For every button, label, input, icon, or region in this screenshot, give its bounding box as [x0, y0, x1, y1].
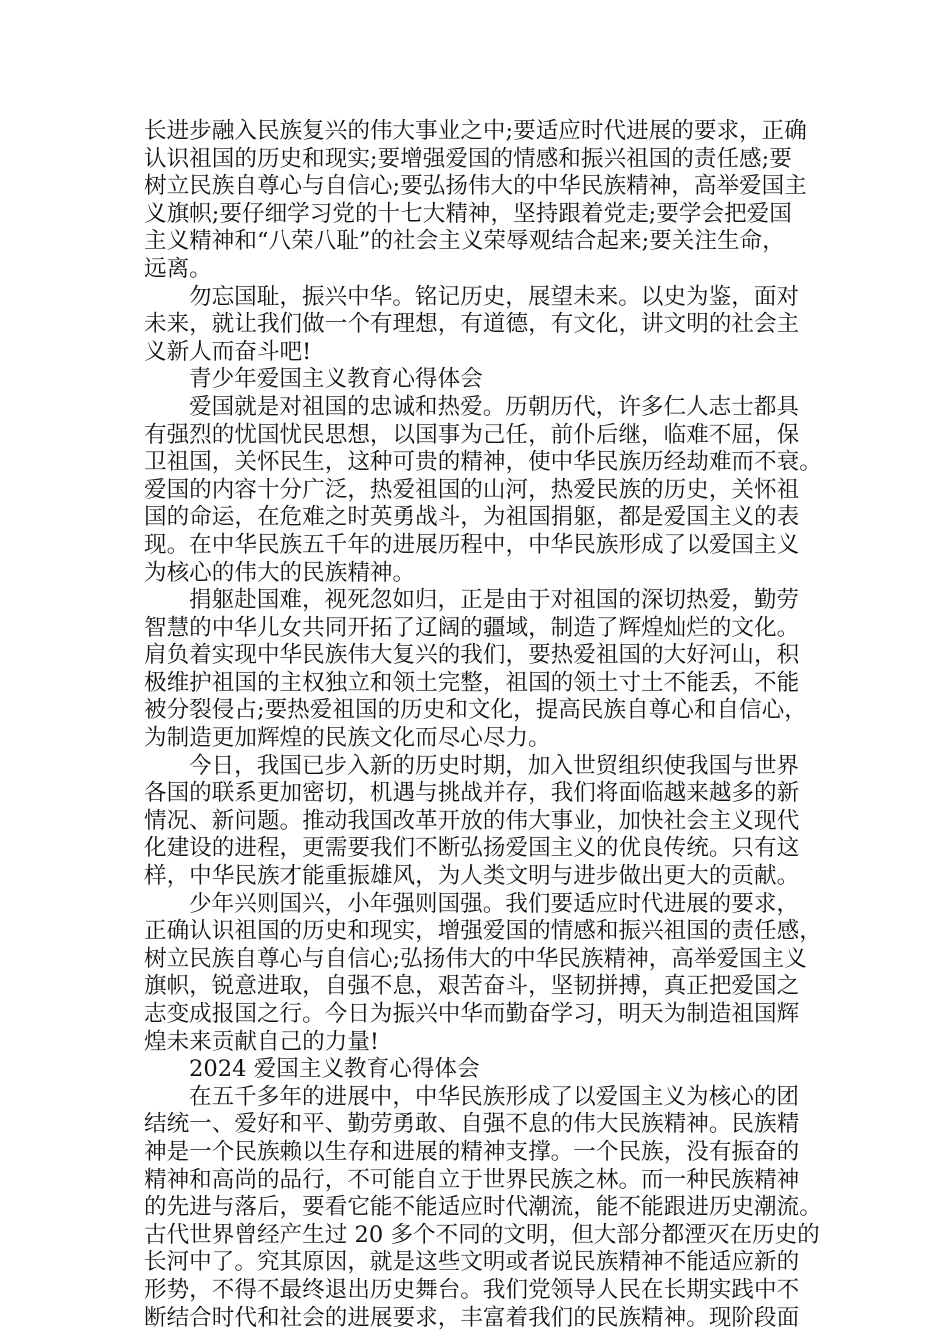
text-line: 长进步融入民族复兴的伟大事业之中;要适应时代进展的要求，正确 — [144, 118, 807, 144]
text-line: 为制造更加辉煌的民族文化而尽心尽力。 — [144, 725, 551, 752]
text-line: 主义精神和“八荣八耻”的社会主义荣辱观结合起来;要关注生命， — [144, 228, 785, 255]
text-line: 未来，就让我们做一个有理想，有道德，有文化，讲文明的社会主 — [144, 311, 800, 338]
text-line: 样，中华民族才能重振雄风，为人类文明与进步做出更大的贡献。 — [144, 863, 800, 890]
text-line: 2024 爱国主义教育心得体会 — [189, 1056, 480, 1083]
text-line: 卫祖国，关怀民生，这种可贵的精神，使中华民族历经劫难而不衰。 — [144, 449, 822, 476]
text-line: 树立民族自尊心与自信心;要弘扬伟大的中华民族精神，高举爱国主 — [144, 173, 807, 200]
text-line: 结统一、爱好和平、勤劳勇敢、自强不息的伟大民族精神。民族精 — [144, 1111, 800, 1138]
text-line: 情况、新问题。推动我国改革开放的伟大事业，加快社会主义现代 — [144, 807, 800, 834]
text-line: 青少年爱国主义教育心得体会 — [189, 366, 483, 393]
text-line: 化建设的进程，更需要我们不断弘扬爱国主义的优良传统。只有这 — [144, 835, 800, 862]
text-line: 认识祖国的历史和现实;要增强爱国的情感和振兴祖国的责任感;要 — [144, 145, 792, 172]
text-line: 在五千多年的进展中，中华民族形成了以爱国主义为核心的团 — [189, 1083, 800, 1110]
text-line: 爱国的内容十分广泛，热爱祖国的山河，热爱民族的历史，关怀祖 — [144, 476, 800, 503]
text-line: 义新人而奋斗吧! — [144, 338, 312, 365]
document-page — [144, 118, 822, 1332]
text-line: 精神和高尚的品行，不可能自立于世界民族之林。而一种民族精神 — [144, 1166, 800, 1193]
text-line: 煌未来贡献自己的力量! — [144, 1028, 380, 1055]
text-line: 旗帜，锐意进取，自强不息，艰苦奋斗，坚韧拼搏，真正把爱国之 — [144, 973, 800, 1000]
text-line: 断结合时代和社会的进展要求，丰富着我们的民族精神。现阶段面 — [144, 1304, 800, 1331]
text-line: 古代世界曾经产生过 20 多个不同的文明，但大部分都湮灭在历史的 — [144, 1221, 820, 1248]
text-line: 肩负着实现中华民族伟大复兴的我们，要热爱祖国的大好河山，积 — [144, 642, 800, 669]
text-line: 长河中了。究其原因，就是这些文明或者说民族精神不能适应新的 — [144, 1249, 800, 1276]
text-line: 智慧的中华儿女共同开拓了辽阔的疆域，制造了辉煌灿烂的文化。 — [144, 614, 800, 641]
text-line: 勿忘国耻，振兴中华。铭记历史，展望未来。以史为鉴，面对 — [189, 283, 800, 310]
text-line: 爱国就是对祖国的忠诚和热爱。历朝历代，许多仁人志士都具 — [189, 393, 800, 420]
text-line: 远离。 — [144, 255, 212, 282]
text-line: 的先进与落后，要看它能不能适应时代潮流，能不能跟进历史潮流。 — [144, 1194, 822, 1221]
text-line: 为核心的伟大的民族精神。 — [144, 559, 416, 586]
text-line: 国的命运，在危难之时英勇战斗，为祖国捐躯，都是爱国主义的表 — [144, 504, 800, 531]
text-line: 树立民族自尊心与自信心;弘扬伟大的中华民族精神，高举爱国主义 — [144, 945, 807, 972]
text-line: 各国的联系更加密切，机遇与挑战并存，我们将面临越来越多的新 — [144, 780, 800, 807]
text-line: 形势，不得不最终退出历史舞台。我们党领导人民在长期实践中不 — [144, 1276, 800, 1303]
text-line: 志变成报国之行。今日为振兴中华而勤奋学习，明天为制造祖国辉 — [144, 1001, 800, 1027]
text-line: 有强烈的忧国忧民思想，以国事为己任，前仆后继，临难不屈，保 — [144, 421, 800, 448]
text-line: 今日，我国已步入新的历史时期，加入世贸组织使我国与世界 — [189, 752, 800, 779]
text-line: 神是一个民族赖以生存和进展的精神支撑。一个民族，没有振奋的 — [144, 1138, 800, 1165]
text-line: 被分裂侵占;要热爱祖国的历史和文化，提高民族自尊心和自信心， — [144, 697, 807, 724]
text-line: 极维护祖国的主权独立和领土完整，祖国的领土寸土不能丢，不能 — [144, 669, 800, 696]
text-line: 少年兴则国兴，小年强则国强。我们要适应时代进展的要求， — [189, 890, 800, 917]
text-line: 义旗帜;要仔细学习党的十七大精神，坚持跟着党走;要学会把爱国 — [144, 200, 792, 227]
text-line: 现。在中华民族五千年的进展历程中，中华民族形成了以爱国主义 — [144, 531, 800, 558]
text-line: 正确认识祖国的历史和现实，增强爱国的情感和振兴祖国的责任感， — [144, 918, 822, 945]
text-line: 捐躯赴国难，视死忽如归，正是由于对祖国的深切热爱，勤劳 — [189, 587, 800, 614]
